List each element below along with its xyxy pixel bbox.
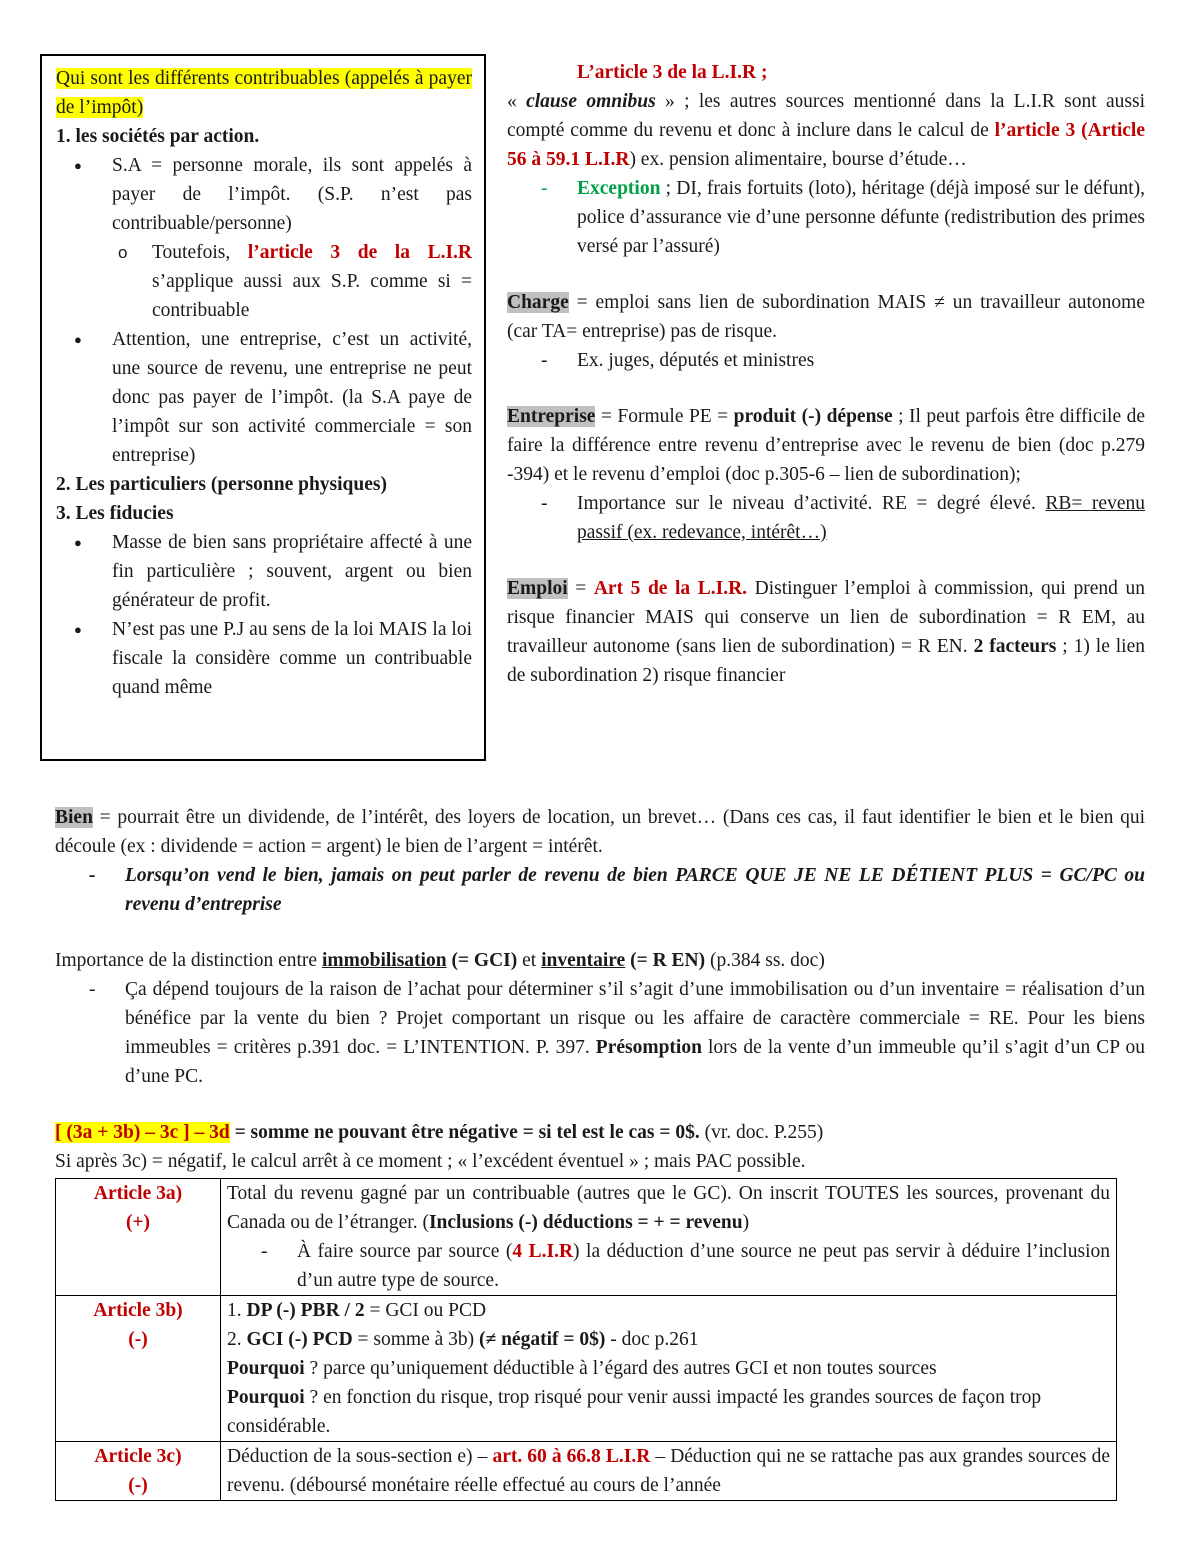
list-item: - Ça dépend toujours de la raison de l’achat pour déterminer s’il s’agit d’une immobilisation ou d’un inventaire = réalisation d’un bénéfice par la vente du bien ? Projet comportant un risque ou les affaire de caractère commerciale = RE. Pour les biens immeubles = critères p.391 doc. = L’INTENTION. P. 397. Présomption lors de la vente d’un immeuble qu’il s’agit d’un CP ou d’une PC. (125, 975, 1145, 1091)
formula-line: [ (3a + 3b) – 3c ] – 3d = somme ne pouvant être négative = si tel est le cas = 0$. (vr. doc. P.255) (55, 1122, 824, 1143)
importance-list (55, 975, 1145, 1091)
clause-omnibus-paragraph: « clause omnibus » ; les autres sources mentionné dans la L.I.R sont aussi compté comme du revenu et donc à inclure dans le calcul de l’article 3 (Article 56 à 59.1 L.I.R) ex. pension alimentaire, bourse d’étude… (507, 91, 1146, 170)
table-row (56, 1296, 1117, 1442)
list-item: - Lorsqu’on vend le bien, jamais on peut parler de revenu de bien PARCE QUE JE NE LE DÉTIENT PLUS = GC/PC ou revenu d’entreprise (125, 861, 1145, 919)
entreprise-list (507, 489, 1145, 547)
charge-paragraph: Charge = emploi sans lien de subordination MAIS ≠ un travailleur autonome (car TA= entreprise) pas de risque. (507, 292, 1145, 342)
bien-paragraph: Bien = pourrait être un dividende, de l’intérêt, des loyers de location, un brevet… (Dans ces cas, il faut identifier le bien et le bien qui découle (ex : dividende = action = argent) le bien de l’argent = intérêt. (55, 807, 1145, 857)
table-row (56, 1179, 1117, 1296)
after-3c-line: Si après 3c) = négatif, le calcul arrêt à ce moment ; « l’excédent éventuel » ; mais PAC possible. (55, 1151, 806, 1172)
row-label: Article 3c) (-) (56, 1442, 221, 1501)
row-content: Déduction de la sous-section e) – art. 60 à 66.8 L.I.R – Déduction qui ne se rattache pas aux grandes sources de revenu. (déboursé monétaire réelle effectué au cours de l’année (221, 1442, 1117, 1501)
sub-list (112, 238, 472, 325)
row-label: Article 3a) (+) (56, 1179, 221, 1296)
row-content: 1. DP (-) PBR / 2 = GCI ou PCD 2. GCI (-) PCD = somme à 3b) (≠ négatif = 0$) - doc p.261 Pourquoi ? parce qu’uniquement déductible à l’égard des autres GCI et non toutes sources Pourquoi ? en fonction du risque, trop risqué pour venir aussi impacté les grandes sources de façon trop considérable. (221, 1296, 1117, 1442)
bien-list (55, 861, 1145, 919)
bottom-section (55, 803, 1145, 1501)
importance-paragraph: Importance de la distinction entre immobilisation (= GCI) et inventaire (= R EN) (p.384 ss. doc) (55, 950, 825, 971)
section-3-heading: 3. Les fiducies (56, 503, 174, 524)
article-3-table (55, 1178, 1117, 1501)
list-item: o Toutefois, l’article 3 de la L.I.R s’applique aussi aux S.P. comme si = contribuable (152, 238, 472, 325)
section-3-list (56, 528, 472, 702)
list-item: ● Attention, une entreprise, c’est un activité, une source de revenu, une entreprise ne peut donc pas payer de l’impôt. (la S.A paye de l’impôt sur son activité commerciale = son entreprise) (112, 325, 472, 470)
list-item: - Ex. juges, députés et ministres (577, 346, 1145, 375)
emploi-paragraph: Emploi = Art 5 de la L.I.R. Distinguer l’emploi à commission, qui prend un risque financier MAIS qui conserve un lien de subordination = R EM, au travailleur autonome (sans lien de subordination) = R EN. 2 facteurs ; 1) le lien de subordination 2) risque financier (507, 578, 1146, 686)
list-item: - À faire source par source (4 L.I.R) la déduction d’une source ne peut pas servir à déduire l’inclusion d’un autre type de source. (297, 1237, 1110, 1295)
list-item: ● Masse de bien sans propriétaire affecté à une fin particulière ; souvent, argent ou bien générateur de profit. (112, 528, 472, 615)
right-column (507, 58, 1145, 690)
entreprise-paragraph: Entreprise = Formule PE = produit (-) dépense ; Il peut parfois être difficile de faire la différence entre revenu d’entreprise avec le revenu de bien (doc p.279 -394) et le revenu d’emploi (doc p.305-6 – lien de subordination); (507, 406, 1145, 485)
contribuables-box (40, 54, 486, 761)
charge-list (507, 346, 1145, 375)
list-item: - Importance sur le niveau d’activité. RE = degré élevé. RB= revenu passif (ex. redevance, intérêt…) (577, 489, 1145, 547)
section-1-heading: 1. les sociétés par action. (56, 126, 260, 147)
exception-list (507, 174, 1145, 261)
row-content: Total du revenu gagné par un contribuable (autres que le GC). On inscrit TOUTES les sources, provenant du Canada ou de l’étranger. (Inclusions (-) déductions = + = revenu) - À faire source par source (4 L.I.R) la déduction d’une source ne peut pas servir à déduire l’inclusion d’un autre type de source. (221, 1179, 1117, 1296)
list-item: ● S.A = personne morale, ils sont appelés à payer de l’impôt. (S.P. n’est pas contribuable/personne) o Toutefois, l’article 3 de la L.I.R s’applique aussi aux S.P. comme si = contribuable (112, 151, 472, 325)
article-3-title: L’article 3 de la L.I.R ; (577, 62, 768, 83)
box-title: Qui sont les différents contribuables (appelés à payer de l’impôt) (56, 68, 472, 118)
row-list (227, 1237, 1110, 1295)
section-1-list (56, 151, 472, 470)
list-item: ● N’est pas une P.J au sens de la loi MAIS la loi fiscale la considère comme un contribuable quand même (112, 615, 472, 702)
table-row (56, 1442, 1117, 1501)
list-item: - Exception ; DI, frais fortuits (loto), héritage (déjà imposé sur le défunt), police d’assurance vie d’une personne défunte (redistribution des primes versé par l’assuré) (577, 174, 1145, 261)
row-label: Article 3b) (-) (56, 1296, 221, 1442)
section-2-heading: 2. Les particuliers (personne physiques) (56, 474, 387, 495)
